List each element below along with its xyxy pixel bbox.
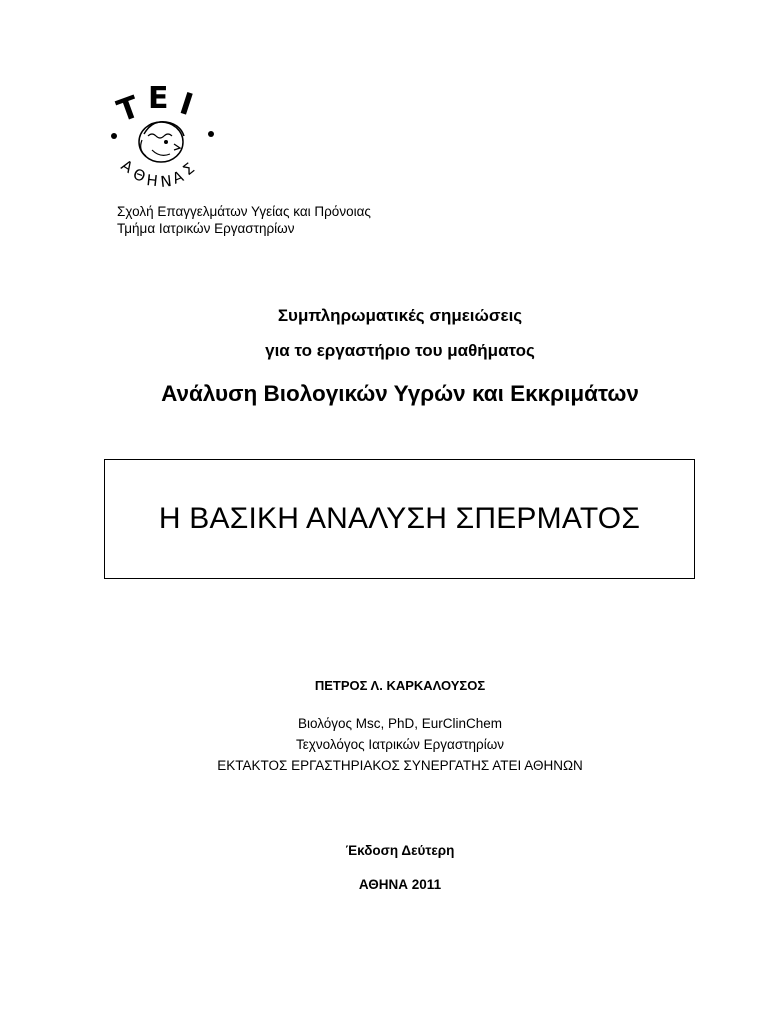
main-title-box (104, 459, 695, 579)
svg-text:Θ: Θ (130, 164, 148, 186)
main-title: Η ΒΑΣΙΚΗ ΑΝΑΛΥΣΗ ΣΠΕΡΜΑΤΟΣ (158, 502, 641, 535)
svg-text:Η: Η (145, 171, 159, 191)
svg-text:Σ: Σ (179, 159, 198, 180)
course-title: Ανάλυση Βιολογικών Υγρών και Εκκριμάτων (161, 381, 639, 406)
svg-text:Τ: Τ (112, 89, 144, 130)
svg-text:Ν: Ν (159, 171, 173, 191)
place-year: ΑΘΗΝΑ 2011 (358, 877, 442, 892)
svg-text:Ι: Ι (175, 86, 197, 124)
svg-text:Α: Α (169, 167, 187, 188)
svg-text:Α: Α (117, 156, 137, 177)
school-name: Σχολή Επαγγελμάτων Υγείας και Πρόνοιας (117, 204, 371, 219)
author-credential-profession: Τεχνολόγος Ιατρικών Εργαστηρίων (295, 737, 504, 752)
logo-emblem-icon (104, 84, 222, 194)
intro-line-2: για το εργαστήριο του μαθήματος (265, 341, 535, 360)
intro-line-1: Συμπληρωματικές σημειώσεις (277, 306, 523, 325)
svg-text:Ε: Ε (148, 84, 169, 116)
author-credential-position: ΕΚΤΑΚΤΟΣ ΕΡΓΑΣΤΗΡΙΑΚΟΣ ΣΥΝΕΡΓΑΤΗΣ ΑΤΕΙ ΑΘΗΝΩΝ (217, 758, 583, 773)
school-department (117, 203, 371, 237)
author-credential-degree: Βιολόγος Msc, PhD, EurClinChem (297, 716, 503, 731)
tei-athens-logo (104, 84, 222, 194)
edition-label: Έκδοση Δεύτερη (345, 843, 455, 858)
department-name: Τμήμα Ιατρικών Εργαστηρίων (117, 221, 295, 236)
author-name: ΠΕΤΡΟΣ Λ. ΚΑΡΚΑΛΟΥΣΟΣ (314, 678, 486, 693)
